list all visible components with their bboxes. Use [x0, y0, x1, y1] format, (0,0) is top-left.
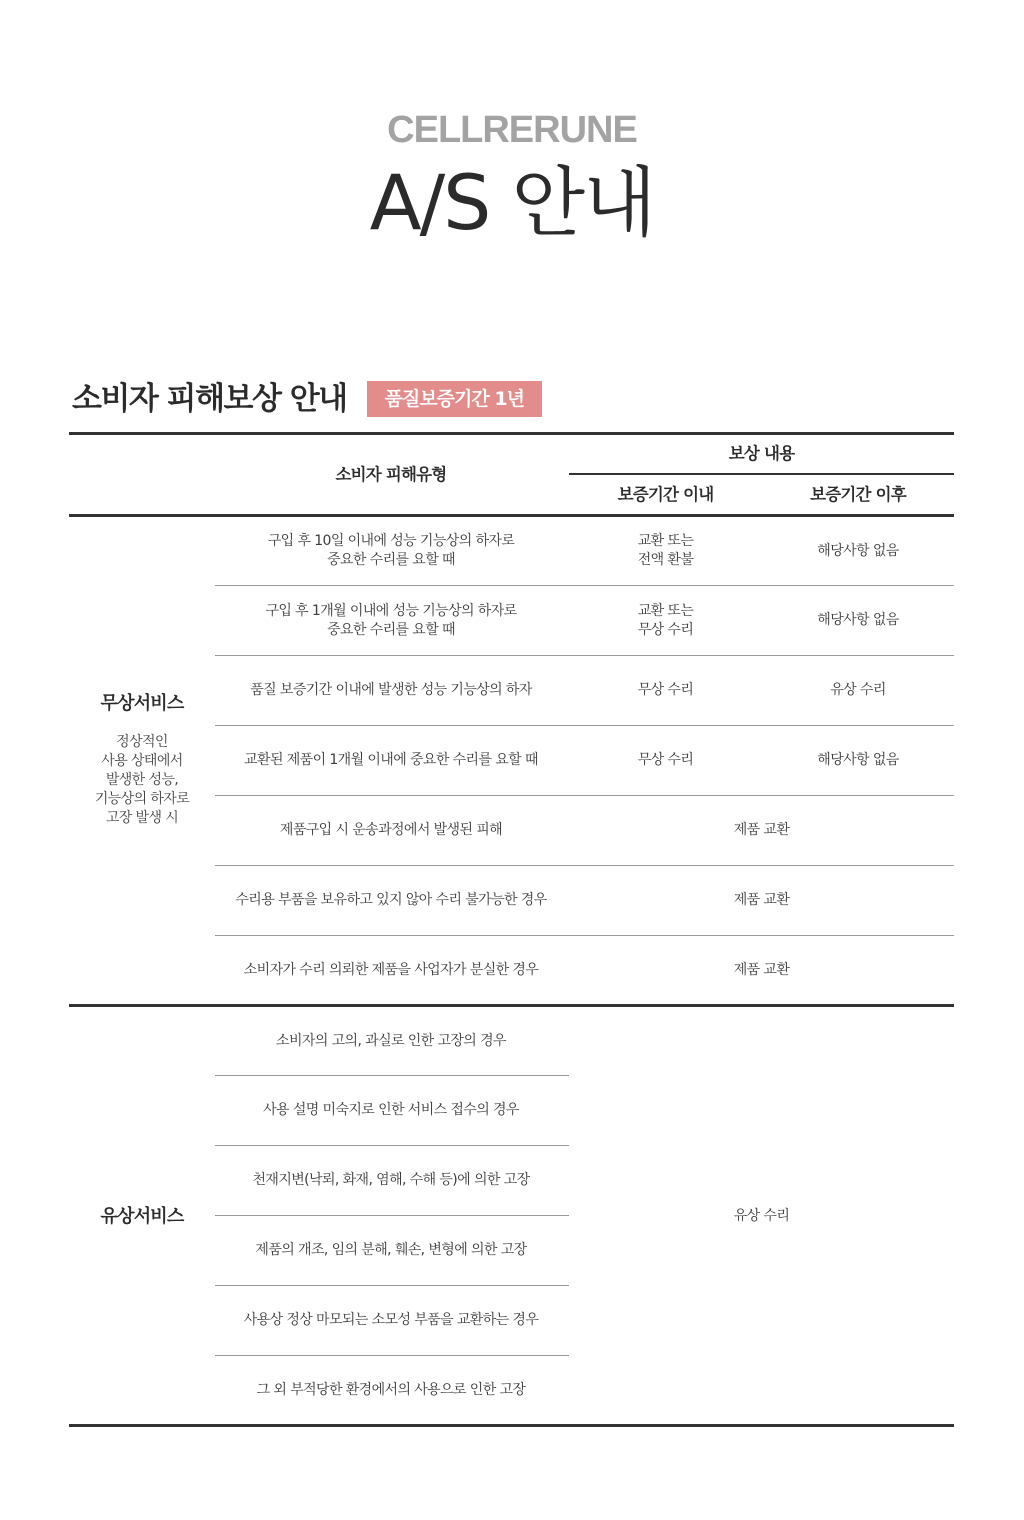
- free-service-description: 정상적인 사용 상태에서 발생한 성능, 기능상의 하자로 고장 발생 시: [94, 734, 190, 826]
- free-row-1-within: 교환 또는 전액 환불: [637, 533, 694, 568]
- free-row-7-merged: 제품 교환: [733, 962, 790, 978]
- header-within-warranty: 보증기간 이내: [617, 485, 714, 504]
- paid-service-compensation: 유상 수리: [733, 1207, 790, 1224]
- free-service-group: [69, 517, 215, 1005]
- free-row-7-type: 소비자가 수리 의뢰한 제품을 사업자가 분실한 경우: [243, 962, 539, 978]
- free-row-4-type: 교환된 제품이 1개월 이내에 중요한 수리를 요할 때: [244, 752, 538, 768]
- free-row-2-type: 구입 후 1개월 이내에 성능 기능상의 하자로 중요한 수리를 요할 때: [265, 602, 517, 638]
- free-row-3-type: 품질 보증기간 이내에 발생한 성능 기능상의 하자: [250, 682, 532, 698]
- page-title: A/S 안내: [369, 158, 655, 247]
- brand-name: CELLRERUNE: [387, 109, 637, 151]
- paid-row-6-type: 그 외 부적당한 환경에서의 사용으로 인한 고장: [256, 1382, 526, 1398]
- table-bottom-border: [69, 1424, 954, 1427]
- paid-service-label: 유상서비스: [100, 1205, 184, 1227]
- free-row-6-merged: 제품 교환: [733, 892, 790, 908]
- free-row-3-after: 유상 수리: [830, 682, 886, 698]
- warranty-badge: 품질보증기간 1년: [367, 381, 542, 417]
- free-row-6-type: 수리용 부품을 보유하고 있지 않아 수리 불가능한 경우: [235, 892, 547, 908]
- header-damage-type: 소비자 피해유형: [335, 464, 447, 484]
- section-heading: [72, 378, 542, 420]
- free-service-label: 무상서비스: [100, 693, 184, 714]
- header-after-warranty: 보증기간 이후: [810, 485, 906, 504]
- paid-row-3-type: 천재지변(낙뢰, 화재, 염해, 수해 등)에 의한 고장: [252, 1172, 530, 1188]
- free-row-4-within: 무상 수리: [637, 752, 694, 768]
- free-row-1-after: 해당사항 없음: [817, 542, 899, 559]
- header-compensation: 보상 내용: [728, 444, 795, 463]
- free-row-3-within: 무상 수리: [637, 682, 694, 698]
- free-row-5-merged: 제품 교환: [733, 822, 790, 838]
- section-title: 소비자 피해보상 안내: [72, 381, 347, 417]
- paid-row-2-type: 사용 설명 미숙지로 인한 서비스 접수의 경우: [263, 1102, 519, 1118]
- free-row-1-type: 구입 후 10일 이내에 성능 기능상의 하자로 중요한 수리를 요할 때: [267, 533, 515, 568]
- free-row-4-after: 해당사항 없음: [817, 752, 899, 768]
- free-row-2-within: 교환 또는 무상 수리: [637, 602, 694, 638]
- paid-row-1-type: 소비자의 고의, 과실로 인한 고장의 경우: [276, 1032, 506, 1049]
- free-row-2-after: 해당사항 없음: [817, 612, 899, 628]
- paid-row-4-type: 제품의 개조, 임의 분해, 훼손, 변형에 의한 고장: [255, 1242, 527, 1258]
- paid-row-5-type: 사용상 정상 마모되는 소모성 부품을 교환하는 경우: [243, 1312, 539, 1328]
- free-row-5-type: 제품구입 시 운송과정에서 발생된 피해: [279, 822, 503, 838]
